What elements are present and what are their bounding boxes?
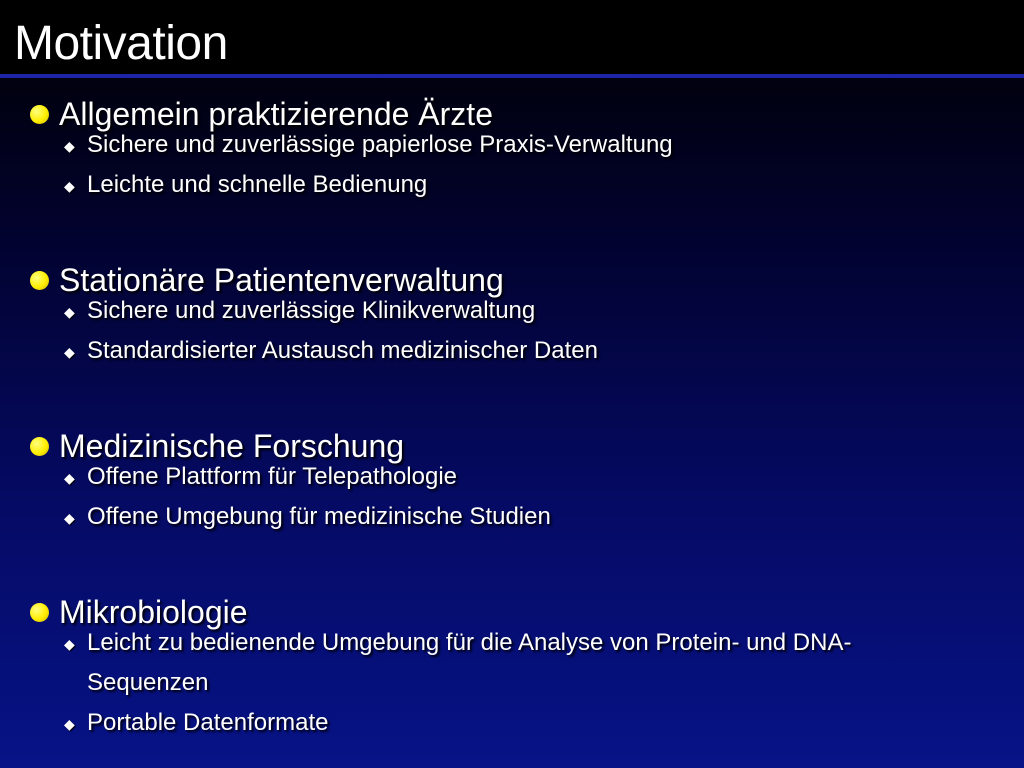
diamond-bullet-icon: ◆ <box>64 470 75 486</box>
sub-item-text: Sichere und zuverlässige papierlose Praxis-Verwaltung <box>87 131 673 158</box>
section-heading: Medizinische Forschung <box>59 428 405 464</box>
diamond-bullet-icon: ◆ <box>64 636 75 652</box>
sub-item-text: Offene Umgebung für medizinische Studien <box>87 503 551 530</box>
yellow-circle-bullet-icon <box>30 603 49 622</box>
diamond-bullet-icon: ◆ <box>64 178 75 194</box>
sub-item-text: Sichere und zuverlässige Klinikverwaltung <box>87 297 536 324</box>
sub-item-text: Leichte und schnelle Bedienung <box>87 171 428 198</box>
yellow-circle-bullet-icon <box>30 271 49 290</box>
section-heading: Allgemein praktizierende Ärzte <box>59 96 493 132</box>
sub-item-text: Standardisierter Austausch medizinischer Daten <box>87 337 598 364</box>
diamond-bullet-icon: ◆ <box>64 344 75 360</box>
title-bar <box>0 0 1024 74</box>
sub-item-text: Portable Datenformate <box>87 709 329 736</box>
diamond-bullet-icon: ◆ <box>64 304 75 320</box>
section-heading: Mikrobiologie <box>59 594 248 630</box>
slide-title: Motivation <box>14 17 228 70</box>
yellow-circle-bullet-icon <box>30 437 49 456</box>
diamond-bullet-icon: ◆ <box>64 510 75 526</box>
yellow-circle-bullet-icon <box>30 105 49 124</box>
section-heading: Stationäre Patientenverwaltung <box>59 262 504 298</box>
title-divider <box>0 74 1024 78</box>
diamond-bullet-icon: ◆ <box>64 138 75 154</box>
sub-item-text: Leicht zu bedienende Umgebung für die Analyse von Protein- und DNA-Sequenzen <box>87 629 852 696</box>
diamond-bullet-icon: ◆ <box>64 716 75 732</box>
sub-item-text: Offene Plattform für Telepathologie <box>87 463 458 490</box>
